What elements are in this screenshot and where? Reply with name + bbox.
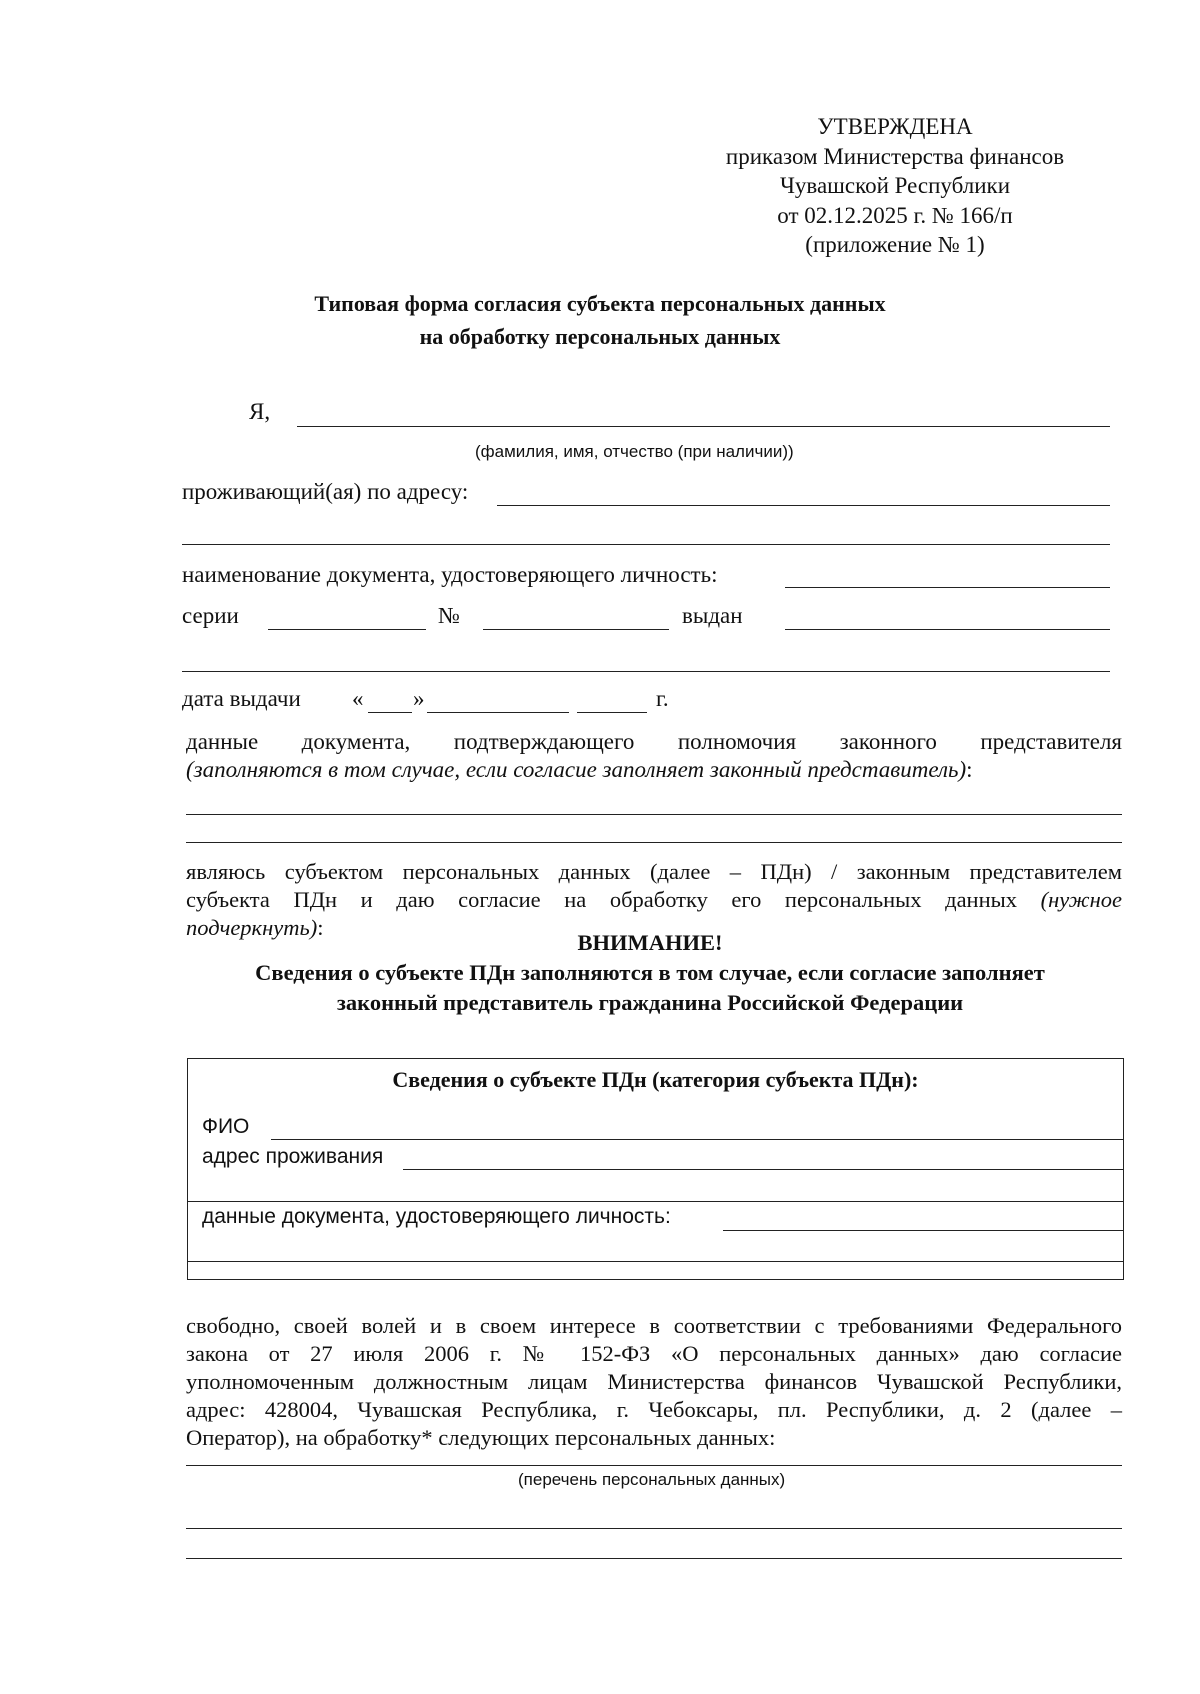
pd-list-input-line-2[interactable] (186, 1528, 1122, 1529)
rep-doc-colon: : (966, 757, 973, 782)
consent-paragraph (186, 1312, 1122, 1452)
consent-paragraph-row-1: свободно, своей волей и в своем интересе в соответствии с требованиями Федерального (186, 1313, 1122, 1338)
subject-paragraph-row-2-note: (нужное (1040, 887, 1122, 912)
subject-box-title: Сведения о субъекте ПДн (категория субъекта ПДн): (392, 1067, 919, 1092)
consent-paragraph-row-4: адрес: 428004, Чувашская Республика, г. Чебоксары, пл. Республики, д. 2 (далее – (186, 1397, 1122, 1422)
address-input-line[interactable] (497, 505, 1110, 506)
id-doc-input-line[interactable] (785, 587, 1110, 588)
issued-input-line-2[interactable] (182, 671, 1110, 672)
subject-address-input-line[interactable] (403, 1169, 1123, 1170)
number-input-line[interactable] (483, 629, 669, 630)
approval-republic: Чувашской Республики (779, 173, 1011, 198)
date-close-quote: » (413, 686, 425, 711)
fio-hint: (фамилия, имя, отчество (при наличии)) (475, 442, 794, 461)
subject-box-divider-1 (188, 1201, 1123, 1202)
consent-paragraph-row-2: закона от 27 июля 2006 г. № 152-ФЗ «О персональных данных» даю согласие (186, 1341, 1122, 1366)
subject-paragraph-row-3-note: подчеркнуть) (186, 915, 318, 940)
rep-doc-input-line-2[interactable] (186, 842, 1122, 843)
issued-input-line[interactable] (785, 629, 1110, 630)
approval-date-number: от 02.12.2025 г. № 166/п (777, 202, 1013, 228)
issue-year-input-line[interactable] (577, 712, 647, 713)
attention-line-2: законный представитель гражданина Российской Федерации (336, 990, 964, 1015)
subject-fio-label: ФИО (202, 1115, 250, 1138)
date-open-quote: « (352, 686, 364, 711)
subject-box-divider-2 (188, 1261, 1123, 1262)
subject-paragraph-row-1: являюсь субъектом персональных данных (далее – ПДн) / законным представителем (186, 859, 1122, 884)
pd-list-input-line-1[interactable] (186, 1465, 1122, 1466)
issued-label: выдан (682, 603, 743, 628)
document-title (200, 287, 1000, 353)
subject-fio-input-line[interactable] (271, 1139, 1123, 1140)
approval-appendix: (приложение № 1) (805, 232, 985, 257)
issue-date-label: дата выдачи (182, 686, 301, 711)
ya-label: Я, (249, 399, 271, 424)
attention-block (175, 928, 1125, 1018)
number-label: № (438, 603, 460, 628)
rep-doc-label: данные документа, подтверждающего полномочия законного представителя (186, 729, 1122, 754)
issue-month-input-line[interactable] (427, 712, 569, 713)
subject-paragraph-row-2 (186, 886, 1122, 914)
address-label: проживающий(ая) по адресу: (182, 479, 469, 504)
document-title-line-1: Типовая форма согласия субъекта персональных данных (314, 291, 886, 316)
subject-paragraph-row-2-main: субъекта ПДн и даю согласие на обработку его персональных данных (186, 887, 1017, 912)
pd-list-input-line-3[interactable] (186, 1558, 1122, 1559)
issue-day-input-line[interactable] (368, 712, 412, 713)
rep-doc-note-row (186, 756, 973, 784)
consent-paragraph-row-5: Оператор), на обработку* следующих персональных данных: (186, 1425, 776, 1450)
attention-line-1: Сведения о субъекте ПДн заполняются в том случае, если согласие заполняет (255, 960, 1045, 985)
document-title-line-2: на обработку персональных данных (419, 324, 781, 349)
series-input-line[interactable] (268, 629, 426, 630)
fio-input-line[interactable] (297, 426, 1110, 427)
approval-stamp-block (690, 112, 1100, 260)
approval-order: приказом Министерства финансов (725, 143, 1065, 169)
id-doc-label: наименование документа, удостоверяющего личность: (182, 562, 718, 587)
year-suffix: г. (656, 686, 669, 711)
rep-doc-note: (заполняются в том случае, если согласие заполняет законный представитель) (186, 757, 967, 782)
attention-heading: ВНИМАНИЕ! (577, 930, 723, 955)
rep-doc-input-line-1[interactable] (186, 814, 1122, 815)
approval-heading: УТВЕРЖДЕНА (817, 114, 973, 139)
subject-paragraph-row-3-colon: : (317, 915, 324, 940)
subject-id-doc-input-line[interactable] (723, 1230, 1123, 1231)
subject-info-box (187, 1058, 1124, 1280)
subject-address-label: адрес проживания (202, 1145, 384, 1168)
consent-paragraph-row-3: уполномоченным должностным лицам Министерства финансов Чувашской Республики, (186, 1369, 1122, 1394)
subject-id-doc-label: данные документа, удостоверяющего личность: (202, 1205, 671, 1228)
pd-list-hint: (перечень персональных данных) (518, 1470, 786, 1489)
address-input-line-2[interactable] (182, 544, 1110, 545)
series-label: серии (182, 603, 239, 628)
